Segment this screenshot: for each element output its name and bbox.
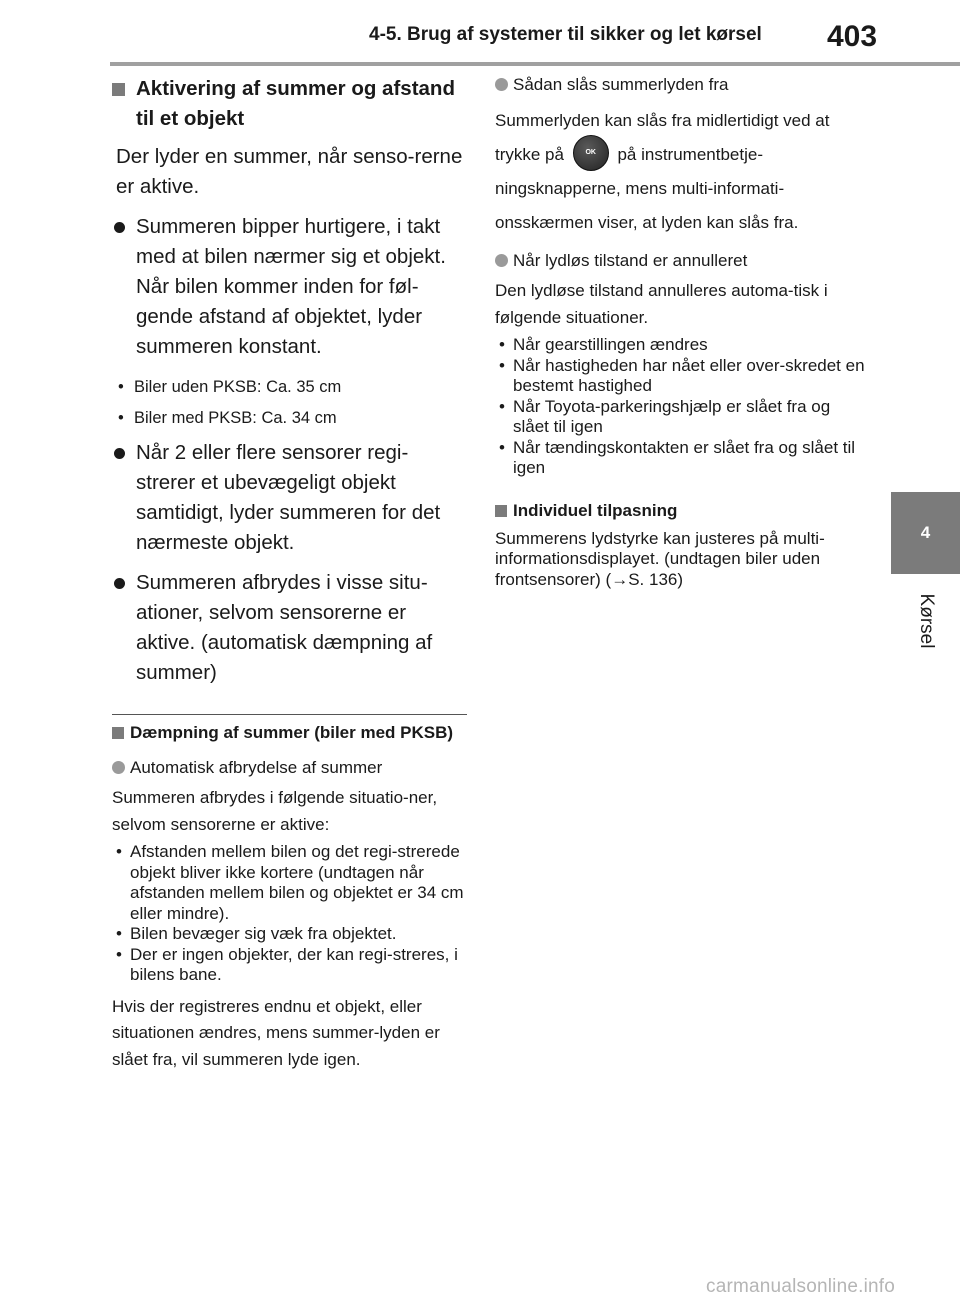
- mute-paragraph: [495, 104, 865, 240]
- cancel-list: [495, 335, 865, 479]
- bullet-text: Når 2 eller flere sensorer regi-strerer et ubevægeligt objekt samtidigt, lyder summeren for det nærmeste objekt.: [136, 441, 441, 554]
- round-bullet-icon: [114, 448, 125, 459]
- chapter-label: [896, 585, 956, 665]
- list-item: • Når hastigheden har nået eller over-skredet en bestemt hastighed: [495, 356, 865, 397]
- heading-activation: [112, 74, 467, 134]
- chapter-tab[interactable]: [891, 492, 960, 574]
- header-divider: [110, 62, 960, 66]
- round-bullet-icon: [114, 222, 125, 233]
- auto-outro: Hvis der registreres endnu et objekt, eller situationen ændres, mens summer-lyden er slået fra, vil summeren lyde igen.: [112, 996, 440, 1069]
- subheading-auto: [112, 757, 467, 779]
- ok-button-icon: OK: [573, 135, 609, 171]
- chapter-label-text: Kørsel: [916, 593, 937, 649]
- round-bullet-icon: [114, 578, 125, 589]
- mute-text-after: på instrumentbetje-ningsknapperne, mens multi-informati-onsskærmen viser, at lyden kan slås fra.: [495, 145, 799, 232]
- subheading-cancel: [495, 250, 865, 272]
- list-item: • Når gearstillingen ændres: [495, 335, 865, 356]
- page-number: 403: [827, 20, 878, 53]
- intro-paragraph: Der lyder en summer, når senso-rerne er aktive.: [116, 145, 463, 198]
- list-item: • Der er ingen objekter, der kan regi-streres, i bilens bane.: [112, 945, 467, 986]
- list-item: • Biler med PKSB: Ca. 34 cm: [116, 407, 467, 429]
- distance-list: [116, 376, 467, 429]
- heading-custom: [495, 501, 865, 521]
- chapter-number: 4: [920, 523, 931, 542]
- watermark: carmanualsonline.info: [706, 1276, 896, 1297]
- heading-muting-text: Dæmpning af summer (biler med PKSB): [130, 723, 454, 742]
- square-bullet-icon: [112, 727, 124, 739]
- bullet-item: [112, 438, 467, 558]
- custom-paragraph: Summerens lydstyrke kan justeres på multi-informationsdisplayet. (undtagen biler uden frontsensorer) (→S. 136): [495, 528, 825, 589]
- list-item: • Når tændingskontakten er slået fra og slået til igen: [495, 438, 865, 479]
- list-item: • Biler uden PKSB: Ca. 35 cm: [116, 376, 467, 398]
- right-column: [495, 72, 865, 590]
- list-item: • Når Toyota-parkeringshjælp er slået fra og slået til igen: [495, 397, 865, 438]
- heading-muting: [112, 723, 467, 743]
- bullet-item: [112, 212, 467, 362]
- bullet-text: Summeren afbrydes i visse situ-ationer, selvom sensorerne er aktive. (automatisk dæmpning af summer): [136, 571, 433, 684]
- circle-bullet-icon: [495, 254, 508, 267]
- left-column: [112, 72, 467, 1073]
- square-bullet-icon: [112, 83, 125, 96]
- bullet-text: Summeren bipper hurtigere, i takt med at bilen nærmer sig et objekt.: [136, 215, 446, 268]
- cancel-intro: Den lydløse tilstand annulleres automa-tisk i følgende situationer.: [495, 281, 828, 327]
- subheading-mute-text: Sådan slås summerlyden fra: [513, 75, 729, 94]
- subheading-cancel-text: Når lydløs tilstand er annulleret: [513, 251, 748, 270]
- section-divider: [112, 714, 467, 715]
- auto-list: [112, 842, 467, 986]
- list-item: • Afstanden mellem bilen og det regi-strerede objekt bliver ikke kortere (undtagen når afstanden mellem bilen og objektet er 34 cm eller mindre).: [112, 842, 467, 924]
- bullet-item: [112, 568, 467, 688]
- bullet-text-continued: Når bilen kommer inden for føl-gende afstand af objektet, lyder summeren konstant.: [136, 275, 423, 358]
- subheading-mute: [495, 74, 865, 96]
- mute-text-before: Summerlyden kan slås fra midlertidigt ved at trykke på: [495, 111, 830, 164]
- subheading-auto-text: Automatisk afbrydelse af summer: [130, 758, 383, 777]
- square-bullet-icon: [495, 505, 507, 517]
- heading-activation-text: Aktivering af summer og afstand til et objekt: [136, 77, 455, 130]
- heading-custom-text: Individuel tilpasning: [513, 500, 678, 520]
- auto-intro: Summeren afbrydes i følgende situatio-ner, selvom sensorerne er aktive:: [112, 788, 438, 834]
- circle-bullet-icon: [495, 78, 508, 91]
- section-title: 4-5. Brug af systemer til sikker og let kørsel: [369, 24, 762, 45]
- list-item: • Bilen bevæger sig væk fra objektet.: [112, 924, 467, 945]
- circle-bullet-icon: [112, 761, 125, 774]
